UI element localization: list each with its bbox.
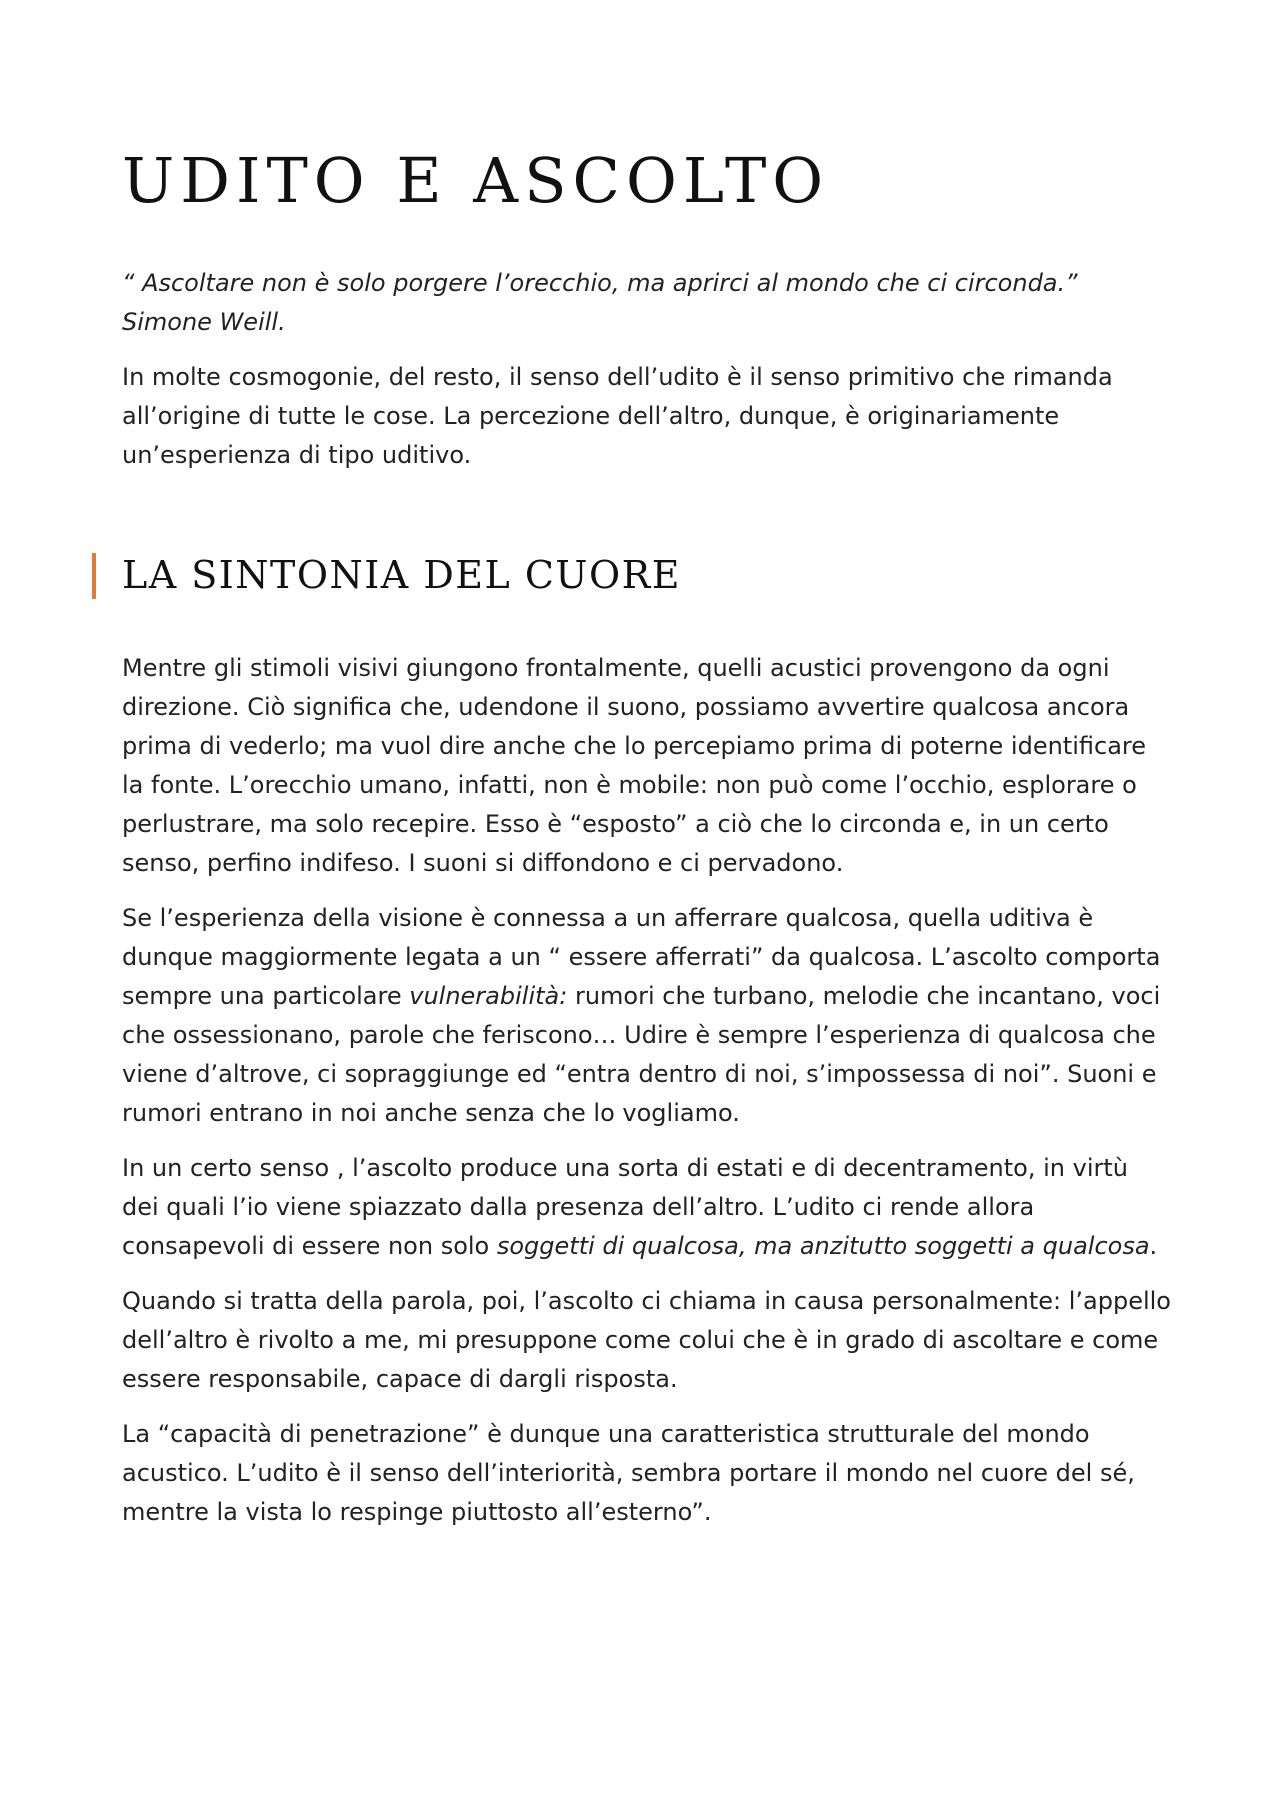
paragraph-3-text-a: In un certo senso , l’ascolto produce una sorta di estati e di decentramento, in virtù dei quali l’io viene spiazzato dalla presenza dell’altro. L’udito ci rende allora consapevoli di essere non solo: [122, 1154, 1128, 1260]
quote-author: Simone Weill.: [122, 308, 286, 336]
body-paragraph-3: [122, 1149, 1172, 1266]
section-body: [122, 649, 1172, 1532]
document-content: [122, 144, 1172, 1532]
body-paragraph-1: Mentre gli stimoli visivi giungono frontalmente, quelli acustici provengono da ogni direzione. Ciò significa che, udendone il suono, possiamo avvertire qualcosa ancora prima di vederlo; ma vuol dire anche che lo percepiamo prima di poterne identificare la fonte. L’orecchio umano, infatti, non è mobile: non può come l’occhio, esplorare o perlustrare, ma solo recepire. Esso è “esposto” a ciò che lo circonda e, in un certo senso, perfino indifeso. I suoni si diffondono e ci pervadono.: [122, 654, 1147, 877]
section-accent-bar: [92, 553, 96, 599]
paragraph-2-text-a: Se l’esperienza della visione è connessa a un afferrare qualcosa, quella uditiva è dunque maggiormente legata a un “ essere afferrati” da qualcosa. L’ascolto comporta sempre una particolare: [122, 904, 1161, 1010]
section-heading: [122, 553, 1172, 597]
paragraph-3-text-b: .: [1149, 1232, 1158, 1260]
body-paragraph-2: [122, 899, 1172, 1133]
document-title: UDITO E ASCOLTO: [122, 144, 830, 217]
paragraph-2-italic: vulnerabilità:: [409, 982, 568, 1010]
epigraph-quote: [122, 264, 1172, 342]
section-heading-text: LA SINTONIA DEL CUORE: [122, 553, 681, 597]
body-paragraph-5: La “capacità di penetrazione” è dunque una caratteristica strutturale del mondo acustico. L’udito è il senso dell’interiorità, sembra portare il mondo nel cuore del sé, mentre la vista lo respinge piuttosto all’esterno”.: [122, 1420, 1135, 1526]
intro-paragraph: In molte cosmogonie, del resto, il senso dell’udito è il senso primitivo che rimanda all’origine di tutte le cose. La percezione dell’altro, dunque, è originariamente un’esperienza di tipo uditivo.: [122, 363, 1113, 469]
quote-text: “ Ascoltare non è solo porgere l’orecchio, ma aprirci al mondo che ci circonda.”: [122, 269, 1078, 297]
paragraph-3-italic: soggetti di qualcosa, ma anzitutto soggetti a qualcosa: [496, 1232, 1150, 1260]
body-paragraph-4: Quando si tratta della parola, poi, l’ascolto ci chiama in causa personalmente: l’appello dell’altro è rivolto a me, mi presuppone come colui che è in grado di ascoltare e come essere responsabile, capace di dargli risposta.: [122, 1287, 1171, 1393]
paragraph-2-text-b: rumori che turbano, melodie che incantano, voci che ossessionano, parole che feriscono… Udire è sempre l’esperienza di qualcosa che viene d’altrove, ci sopraggiunge ed “entra dentro di noi, s’impossessa di noi”. Suoni e rumori entrano in noi anche senza che lo vogliamo.: [122, 982, 1161, 1127]
